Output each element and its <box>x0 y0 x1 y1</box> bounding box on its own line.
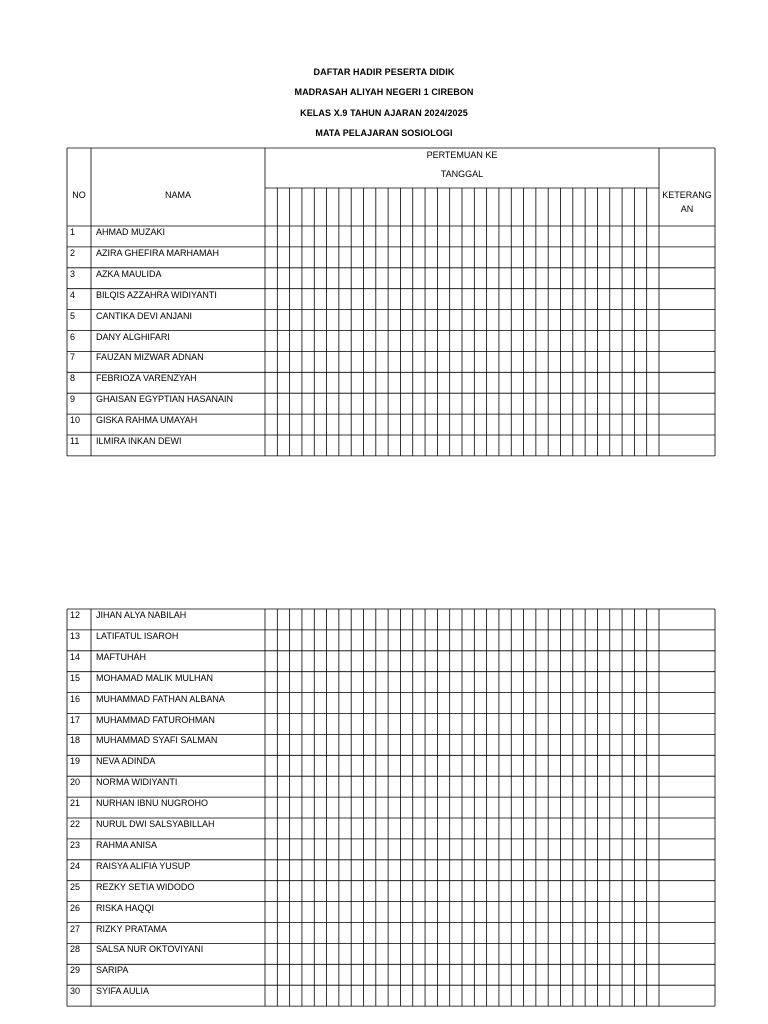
student-name: DANY ALGHIFARI <box>96 331 170 342</box>
student-no: 29 <box>70 965 81 976</box>
student-name: RIZKY PRATAMA <box>96 923 168 934</box>
student-name: BILQIS AZZAHRA WIDIYANTI <box>96 289 217 300</box>
student-no: 13 <box>70 630 81 641</box>
student-no: 12 <box>70 610 81 620</box>
student-no: 28 <box>70 944 81 955</box>
student-no: 2 <box>70 247 76 258</box>
student-name: AZKA MAULIDA <box>96 268 162 279</box>
student-no: 26 <box>70 902 81 913</box>
student-no: 22 <box>70 819 81 829</box>
header-no: NO <box>72 190 86 200</box>
student-no: 9 <box>70 394 76 405</box>
student-no: 20 <box>70 777 81 788</box>
student-name: MAFTUHAH <box>96 651 146 662</box>
student-no: 17 <box>70 714 81 725</box>
student-name: GHAISAN EGYPTIAN HASANAIN <box>96 394 234 405</box>
header-keterangan <box>659 188 715 216</box>
student-no: 10 <box>70 415 81 426</box>
student-name: NEVA ADINDA <box>96 756 156 767</box>
student-no: 7 <box>70 352 76 363</box>
student-name: AHMAD MUZAKI <box>96 227 166 237</box>
student-name: LATIFATUL ISAROH <box>96 630 179 641</box>
student-no: 4 <box>70 289 76 300</box>
student-no: 14 <box>70 651 81 662</box>
student-no: 3 <box>70 268 76 279</box>
student-name: MUHAMMAD FATHAN ALBANA <box>96 693 225 704</box>
student-name: NURHAN IBNU NUGROHO <box>96 798 209 809</box>
student-name: SARIPA <box>96 965 129 976</box>
student-no: 18 <box>70 735 81 746</box>
student-no: 30 <box>70 986 81 997</box>
student-name: AZIRA GHEFIRA MARHAMAH <box>96 247 220 258</box>
title-line-3: KELAS X.9 TAHUN AJARAN 2024/2025 <box>300 108 468 118</box>
student-no: 27 <box>70 923 81 934</box>
student-name: MUHAMMAD FATUROHMAN <box>96 714 215 725</box>
student-no: 25 <box>70 881 81 892</box>
student-name: MOHAMAD MALIK MULHAN <box>96 672 214 683</box>
student-no: 11 <box>70 436 80 446</box>
student-no: 6 <box>70 331 76 342</box>
student-name: FEBRIOZA VARENZYAH <box>96 373 197 384</box>
student-name: FAUZAN MIZWAR ADNAN <box>96 352 204 363</box>
student-no: 23 <box>70 839 81 850</box>
student-no: 19 <box>70 756 81 767</box>
student-name: CANTIKA DEVI ANJANI <box>96 310 193 321</box>
header-keterangan-line2: AN <box>680 204 694 214</box>
title-line-2: MADRASAH ALIYAH NEGERI 1 CIREBON <box>294 87 474 97</box>
student-name: NORMA WIDIYANTI <box>96 777 178 788</box>
student-name: SALSA NUR OKTOVIYANI <box>96 944 204 955</box>
student-no: 24 <box>70 860 81 871</box>
student-no: 1 <box>70 227 76 237</box>
header-tanggal: TANGGAL <box>440 169 484 179</box>
student-no: 21 <box>70 798 81 809</box>
student-no: 5 <box>70 310 76 321</box>
student-name: RISKA HAQQI <box>96 902 155 913</box>
header-nama: NAMA <box>164 190 191 200</box>
student-name: MUHAMMAD SYAFI SALMAN <box>96 735 218 746</box>
student-name: JIHAN ALYA NABILAH <box>96 610 187 620</box>
student-no: 8 <box>70 373 76 384</box>
student-name: RAHMA ANISA <box>96 839 158 850</box>
student-no: 16 <box>70 693 81 704</box>
student-name: RAISYA ALIFIA YUSUP <box>96 860 191 871</box>
student-name: REZKY SETIA WIDODO <box>96 881 195 892</box>
title-line-4: MATA PELAJARAN SOSIOLOGI <box>315 128 453 138</box>
student-name: GISKA RAHMA UMAYAH <box>96 415 198 426</box>
title-line-1: DAFTAR HADIR PESERTA DIDIK <box>313 67 455 77</box>
student-name: NURUL DWI SALSYABILLAH <box>96 819 215 829</box>
header-keterangan-line1: KETERANG <box>662 190 712 200</box>
student-name: SYIFA AULIA <box>96 986 150 997</box>
student-no: 15 <box>70 672 81 683</box>
header-pertemuan-ke: PERTEMUAN KE <box>426 150 498 160</box>
student-name: ILMIRA INKAN DEWI <box>96 436 182 446</box>
